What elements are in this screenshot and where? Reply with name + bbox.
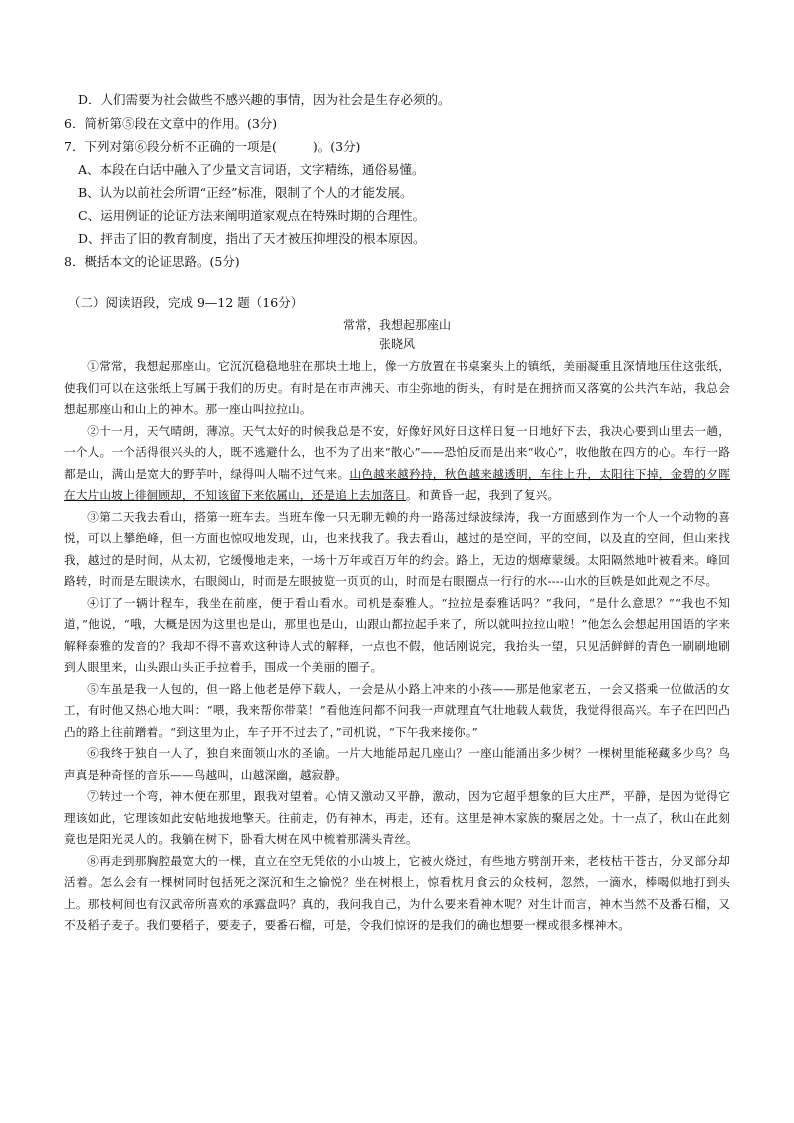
underlined-sentence: 山色越来越矜持，秋色越来越透明，车往上升，太阳往下掉，金碧的夕晖在大片山坡上徘徊顾却，不知该留下来依属山，还是追上去加落日	[64, 466, 730, 502]
paragraph-6: ⑥我终于独自一人了，独自来面领山水的圣谕。一片大地能昂起几座山？一座山能涌出多少树？一棵树里能秘藏多少鸟？鸟声真是种奇怪的音乐——鸟越叫，山越深幽，越寂静。	[64, 746, 730, 782]
paragraph-7: ⑦转过一个弯，神木便在那里，跟我对望着。心情又激动又平静，激动，因为它超乎想象的巨大庄严，平静，是因为觉得它理该如此，它理该如此安帖地拔地擎天。往前走，仍有神木，再走，还有。这里是神木家族的聚居之处。十一点了，秋山在此刻竟也是阳光灵人的。我躺在树下，卧看大树在风中梳着那满头青丝。	[64, 789, 730, 846]
question-8: 8．概括本文的论证思路。(5分)	[64, 254, 240, 269]
question-7-option-a: A、本段在白话中融入了少量文言词语，文字精练，通俗易懂。	[78, 162, 425, 177]
question-7-stem-after: )。(3分)	[312, 139, 361, 154]
paragraph-2	[64, 421, 730, 507]
paragraph-8: ⑧再走到那胸腔最宽大的一棵，直立在空无凭依的小山坡上，它被火烧过，有些地方劈剖开来，老枝枯干苍古，分叉部分却活着。怎么会有一棵树同时包括死之深沉和生之愉悦？坐在树根上，惊看枕月食云的众枝柯，忽然，一滴水，棒喝似地打到头上。那枝柯间也有汉武帝所喜欢的承露盘吗？真的，我问我自己，为什么要来看神木呢？对生计而言，神木当然不及番石榴，又不及稻子麦子。我们要稻子，要麦子，要番石榴，可是，令我们惊讶的是我们的确也想要一棵或很多棵神木。	[64, 853, 730, 932]
question-7-stem-before: 7．下列对第⑥段分析不正确的一项是(	[64, 139, 277, 154]
question-7-option-c: C、运用例证的论证方法来阐明道家观点在特殊时期的合理性。	[78, 208, 426, 223]
question-6: 6．简析第⑤段在文章中的作用。(3分)	[64, 116, 278, 131]
passage-author: 张晓风	[378, 337, 415, 351]
question-7-option-d: D、抨击了旧的教育制度，指出了天才被压抑埋没的根本原因。	[78, 231, 426, 246]
passage-body	[64, 356, 730, 937]
question-7-option-b: B、认为以前社会所谓“正经”标准，限制了个人的才能发展。	[78, 185, 413, 200]
paragraph-5: ⑤车虽是我一人包的，但一路上他老是停下载人，一会是从小路上冲来的小孩——那是他家老五，一会又搭乘一位做活的女工，有时他又热心地大叫：“喂，我来帮你带菜！”看他连问都不问我一声就理直气壮地载人载货，我觉得很高兴。车子在凹凹凸凸的路上往前蹭着。“到这里为止，车子开不过去了，”司机说，“下午我来接你。”	[64, 681, 730, 739]
paragraph-1: ①常常，我想起那座山。它沉沉稳稳地驻在那块土地上，像一方放置在书桌案头上的镇纸，美丽凝重且深情地压住这张纸，使我们可以在这张纸上写属于我们的历史。有时是在市声沸天、市尘弥地的街头，有时是在拥挤而又落寞的公共汽车站，我总会想起那座山和山上的神木。那一座山叫拉拉山。	[64, 359, 730, 416]
paragraph-2-tail: 。和黄昏一起，我到了复兴。	[406, 488, 560, 502]
paragraph-4: ④订了一辆计程车，我坐在前座，便于看山看水。司机是泰雅人。“拉拉是泰雅话吗？”我问，“是什么意思？”“我也不知道，”他说，“哦，大概是因为这里也是山，那里也是山，山跟山都拉起手来了，所以就叫拉拉山啦！”他怎么会想起用国语的字来解释泰雅的发音的？我却不得不喜欢这种诗人式的解释，一点也不假，他话刚说完，我抬头一望，只见活鲜鲜的青色一刷刷地刷到人眼里来，山头跟山头正手拉着手，围成一个美丽的圈子。	[64, 595, 730, 674]
question-5-option-d: D．人们需要为社会做些不感兴趣的事情，因为社会是生存必须的。	[78, 92, 451, 107]
paragraph-2-text: ②十一月，天气晴朗，薄凉。天气太好的时候我总是不安，好像好风好日这样日复一日地好下去，我决心要到山里去一趟，一个人。一个活得很兴头的人，既不逃避什么，也不为了出来“散心”——恐怕反而是出来“收心”，收他散在四方的心。车行一路都是山，满山是宽大的野芋叶，绿得叫人喘不过气来。	[64, 423, 730, 481]
passage-title: 常常，我想起那座山	[342, 318, 451, 332]
paragraph-3: ③第二天我去看山，搭第一班车去。当班车像一只无聊无赖的舟一路荡过绿波绿涛，我一方面感到作为一个人一个动物的喜悦，可以上攀绝峰，但一方面也惊叹地发现，山，也来找我了。我去看山，越过的是空间，平的空间，以及直的空间，但山来找我，越过的是时间，从太初，它缓慢地走来，一场十万年或百万年的约会。路上，无边的烟瘴蒙缓。太阳隔然地叶被看来。峰回路转，时而是左眼读水，右眼阅山，时而是左眼披览一页页的山，时而是右眼圈点一行行的水----山水的巨帙是如此观之不尽。	[64, 509, 730, 588]
question-7-stem	[64, 138, 360, 155]
section-heading: （二）阅读语段，完成 9—12 题（16分）	[68, 295, 304, 310]
